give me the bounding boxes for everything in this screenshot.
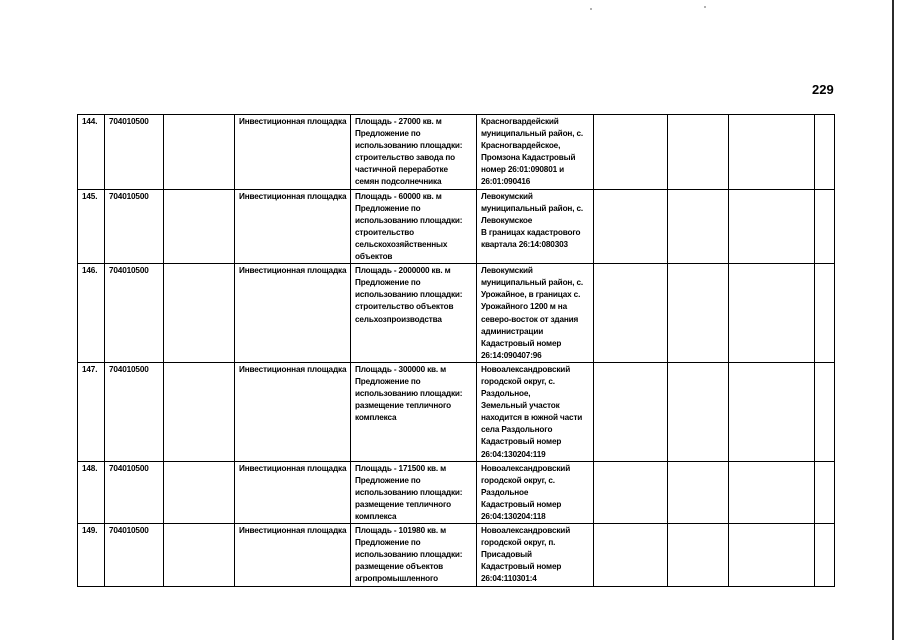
empty-cell bbox=[815, 115, 835, 190]
row-location: Новоалександровский городской округ, с. Раздольное Кадастровый номер 26:04:130204:118 bbox=[477, 461, 594, 523]
row-description: Площадь - 101980 кв. м Предложение по использованию площадки: размещение объектов агропромышленного bbox=[351, 524, 477, 586]
row-description: Площадь - 27000 кв. м Предложение по использованию площадки: строительство завода по частичной переработке семян подсолнечника bbox=[351, 115, 477, 190]
row-code: 704010500 bbox=[105, 362, 164, 461]
empty-cell bbox=[668, 115, 729, 190]
empty-cell bbox=[729, 264, 815, 363]
page-number: 229 bbox=[812, 82, 834, 97]
empty-cell bbox=[164, 189, 235, 264]
row-type: Инвестиционная площадка bbox=[235, 524, 351, 586]
row-type: Инвестиционная площадка bbox=[235, 264, 351, 363]
empty-cell bbox=[729, 524, 815, 586]
row-code: 704010500 bbox=[105, 115, 164, 190]
empty-cell bbox=[815, 362, 835, 461]
empty-cell bbox=[594, 115, 668, 190]
row-code: 704010500 bbox=[105, 461, 164, 523]
table-row bbox=[78, 362, 835, 461]
empty-cell bbox=[729, 461, 815, 523]
row-description: Площадь - 60000 кв. м Предложение по использованию площадки: строительство сельскохозяйственных объектов bbox=[351, 189, 477, 264]
empty-cell bbox=[594, 264, 668, 363]
empty-cell bbox=[729, 115, 815, 190]
row-description: Площадь - 300000 кв. м Предложение по использованию площадки: размещение тепличного комплекса bbox=[351, 362, 477, 461]
row-type: Инвестиционная площадка bbox=[235, 189, 351, 264]
empty-cell bbox=[815, 264, 835, 363]
empty-cell bbox=[668, 362, 729, 461]
table-row bbox=[78, 461, 835, 523]
empty-cell bbox=[668, 461, 729, 523]
empty-cell bbox=[668, 264, 729, 363]
table-row bbox=[78, 189, 835, 264]
empty-cell bbox=[668, 524, 729, 586]
table-row bbox=[78, 524, 835, 586]
row-location: Левокумский муниципальный район, с. Левокумское В границах кадастрового квартала 26:14:080303 bbox=[477, 189, 594, 264]
empty-cell bbox=[815, 189, 835, 264]
empty-cell bbox=[164, 461, 235, 523]
row-location: Красногвардейский муниципальный район, с. Красногвардейское, Промзона Кадастровый номер 26:01:090801 и 26:01:090416 bbox=[477, 115, 594, 190]
row-description: Площадь - 2000000 кв. м Предложение по использованию площадки: строительство объектов сельхозпроизводства bbox=[351, 264, 477, 363]
row-code: 704010500 bbox=[105, 264, 164, 363]
table-row bbox=[78, 115, 835, 190]
empty-cell bbox=[815, 524, 835, 586]
scan-speck bbox=[590, 8, 592, 10]
empty-cell bbox=[729, 189, 815, 264]
row-location: Новоалександровский городской округ, п. Присадовый Кадастровый номер 26:04:110301:4 bbox=[477, 524, 594, 586]
row-number: 145. bbox=[78, 189, 105, 264]
row-description: Площадь - 171500 кв. м Предложение по использованию площадки: размещение тепличного комплекса bbox=[351, 461, 477, 523]
row-location: Левокумский муниципальный район, с. Урожайное, в границах с. Урожайного 1200 м на северо-восток от здания администрации Кадастровый номер 26:14:090407:96 bbox=[477, 264, 594, 363]
empty-cell bbox=[594, 461, 668, 523]
row-number: 149. bbox=[78, 524, 105, 586]
row-type: Инвестиционная площадка bbox=[235, 362, 351, 461]
empty-cell bbox=[668, 189, 729, 264]
empty-cell bbox=[594, 362, 668, 461]
row-number: 147. bbox=[78, 362, 105, 461]
row-type: Инвестиционная площадка bbox=[235, 115, 351, 190]
empty-cell bbox=[594, 189, 668, 264]
empty-cell bbox=[729, 362, 815, 461]
empty-cell bbox=[164, 362, 235, 461]
empty-cell bbox=[164, 115, 235, 190]
scan-speck bbox=[704, 6, 706, 8]
scan-page-edge bbox=[892, 0, 894, 640]
row-type: Инвестиционная площадка bbox=[235, 461, 351, 523]
row-code: 704010500 bbox=[105, 524, 164, 586]
row-number: 146. bbox=[78, 264, 105, 363]
row-number: 144. bbox=[78, 115, 105, 190]
row-code: 704010500 bbox=[105, 189, 164, 264]
empty-cell bbox=[164, 264, 235, 363]
table-row bbox=[78, 264, 835, 363]
empty-cell bbox=[594, 524, 668, 586]
investment-sites-table bbox=[77, 114, 835, 587]
empty-cell bbox=[815, 461, 835, 523]
empty-cell bbox=[164, 524, 235, 586]
row-number: 148. bbox=[78, 461, 105, 523]
row-location: Новоалександровский городской округ, с. Раздольное, Земельный участок находится в южной части села Раздольного Кадастровый номер 26:04:130204:119 bbox=[477, 362, 594, 461]
